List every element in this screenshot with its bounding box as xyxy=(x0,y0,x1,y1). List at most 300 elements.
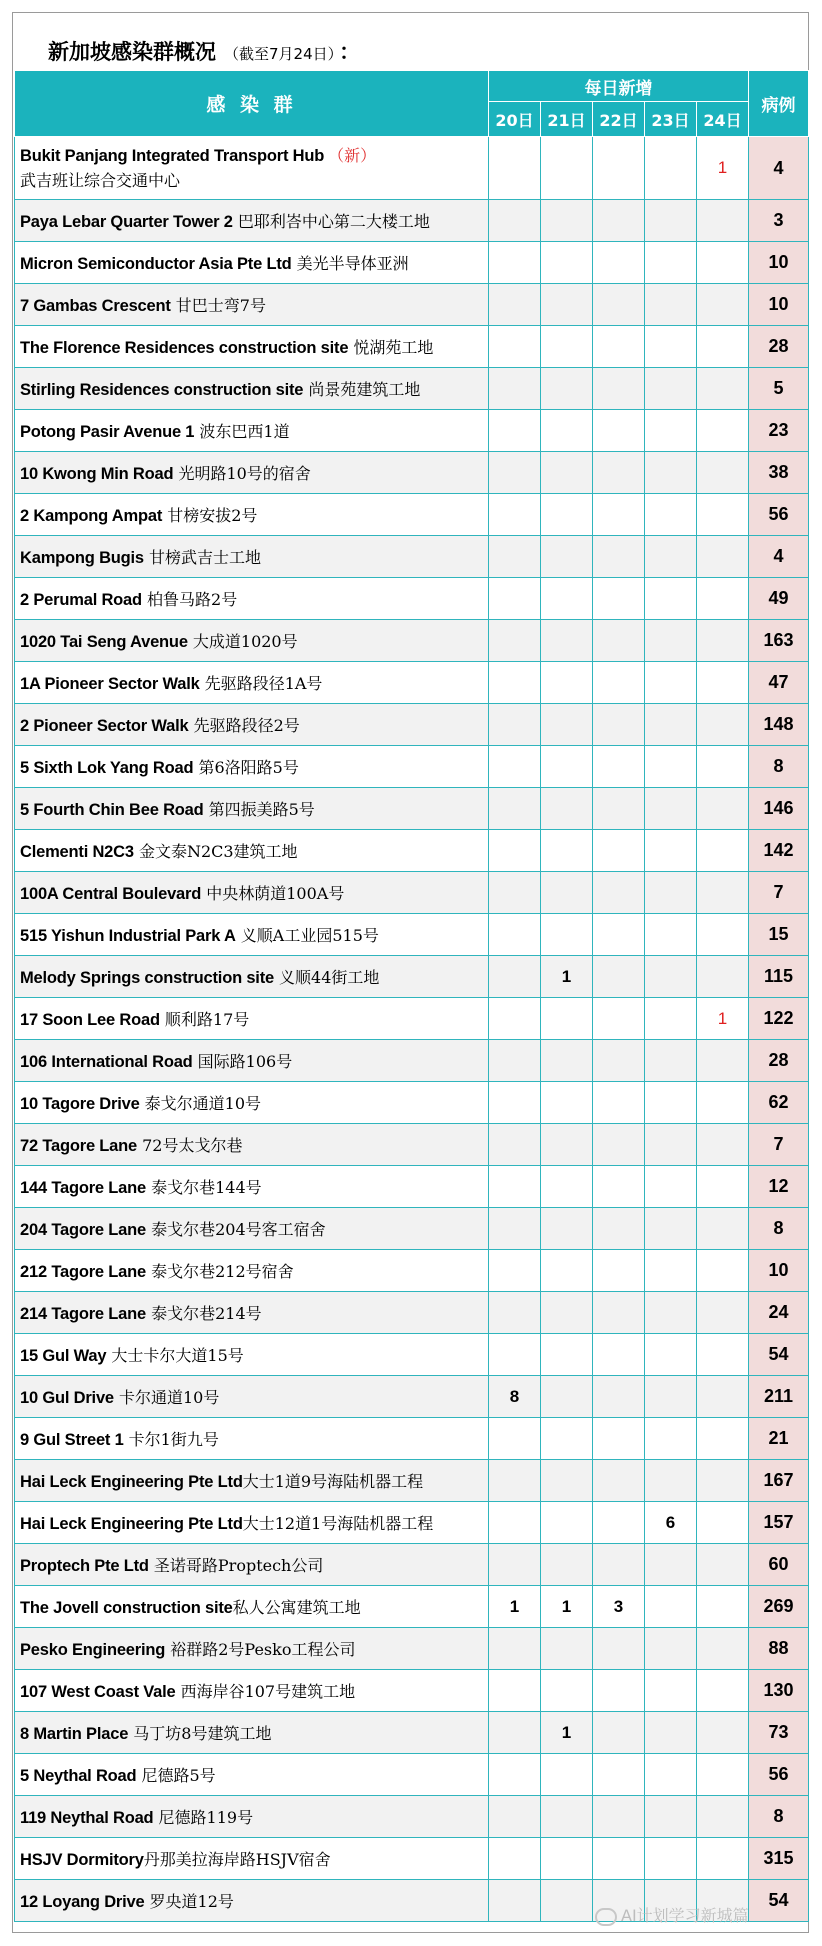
daily-new-cell-20 xyxy=(489,788,541,830)
cluster-name-en: 144 Tagore Lane xyxy=(20,1179,146,1197)
watermark-text: AI计划学习新城篇 xyxy=(621,1906,749,1925)
daily-new-cell-21 xyxy=(541,578,593,620)
table-row xyxy=(15,410,809,452)
cluster-name-zh: 甘巴士弯7号 xyxy=(170,296,266,315)
daily-new-cell-23 xyxy=(645,1082,697,1124)
daily-new-cell-22 xyxy=(593,200,645,242)
cluster-name-en: Melody Springs construction site xyxy=(20,969,274,987)
daily-new-cell-24 xyxy=(697,1502,749,1544)
daily-new-cell-20 xyxy=(489,1040,541,1082)
cluster-name-zh: 武吉班让综合交通中心 xyxy=(20,171,181,190)
daily-new-cell-20 xyxy=(489,620,541,662)
total-cases-cell: 10 xyxy=(749,242,809,284)
daily-new-cell-22 xyxy=(593,746,645,788)
cluster-name-zh: 波东巴西1道 xyxy=(194,422,290,441)
total-cases-cell: 88 xyxy=(749,1628,809,1670)
table-row xyxy=(15,1292,809,1334)
daily-new-cell-22 xyxy=(593,137,645,200)
daily-new-cell-22: 3 xyxy=(593,1586,645,1628)
header-day-20: 20日 xyxy=(489,102,541,137)
daily-new-cell-23 xyxy=(645,1208,697,1250)
daily-new-cell-22 xyxy=(593,578,645,620)
total-cases-cell: 49 xyxy=(749,578,809,620)
cluster-name-zh: 泰戈尔巷212号宿舍 xyxy=(146,1262,294,1281)
watermark xyxy=(595,1905,749,1927)
daily-new-cell-22 xyxy=(593,1544,645,1586)
daily-new-cell-24 xyxy=(697,1460,749,1502)
daily-new-cell-21 xyxy=(541,1250,593,1292)
daily-new-cell-24 xyxy=(697,914,749,956)
daily-new-cell-20 xyxy=(489,536,541,578)
daily-new-cell-21 xyxy=(541,326,593,368)
total-cases-cell: 315 xyxy=(749,1838,809,1880)
daily-new-cell-22 xyxy=(593,704,645,746)
table-row xyxy=(15,452,809,494)
table-row xyxy=(15,1334,809,1376)
cluster-name-en: 212 Tagore Lane xyxy=(20,1263,146,1281)
table-row xyxy=(15,1796,809,1838)
cluster-name-cell xyxy=(15,914,489,956)
cluster-name-cell xyxy=(15,1628,489,1670)
daily-new-cell-21 xyxy=(541,872,593,914)
daily-new-cell-21 xyxy=(541,1754,593,1796)
daily-new-cell-24 xyxy=(697,1670,749,1712)
table-row xyxy=(15,368,809,410)
daily-new-cell-24 xyxy=(697,326,749,368)
cluster-name-zh: 大士12道1号海陆机器工程 xyxy=(242,1514,434,1533)
header-day-24: 24日 xyxy=(697,102,749,137)
daily-new-cell-20 xyxy=(489,137,541,200)
cluster-name-cell xyxy=(15,1166,489,1208)
cluster-name-en: Paya Lebar Quarter Tower 2 xyxy=(20,213,233,231)
daily-new-cell-21 xyxy=(541,1082,593,1124)
daily-new-cell-22 xyxy=(593,872,645,914)
daily-new-cell-20 xyxy=(489,1166,541,1208)
table-row xyxy=(15,578,809,620)
cluster-name-cell xyxy=(15,620,489,662)
daily-new-cell-22 xyxy=(593,1796,645,1838)
daily-new-cell-23 xyxy=(645,1334,697,1376)
daily-new-cell-24 xyxy=(697,536,749,578)
daily-new-cell-24: 1 xyxy=(697,137,749,200)
total-cases-cell: 157 xyxy=(749,1502,809,1544)
daily-new-cell-21 xyxy=(541,1040,593,1082)
cluster-name-cell xyxy=(15,1754,489,1796)
daily-new-cell-20 xyxy=(489,956,541,998)
table-row xyxy=(15,704,809,746)
total-cases-cell: 122 xyxy=(749,998,809,1040)
table-row xyxy=(15,914,809,956)
header-cluster: 感 染 群 xyxy=(15,71,489,137)
cluster-name-zh: 卡尔通道10号 xyxy=(113,1388,220,1407)
daily-new-cell-20 xyxy=(489,284,541,326)
cluster-name-en: 1A Pioneer Sector Walk xyxy=(20,675,200,693)
daily-new-cell-24 xyxy=(697,284,749,326)
daily-new-cell-21 xyxy=(541,620,593,662)
daily-new-cell-23 xyxy=(645,662,697,704)
total-cases-cell: 38 xyxy=(749,452,809,494)
daily-new-cell-21 xyxy=(541,1376,593,1418)
total-cases-cell: 4 xyxy=(749,137,809,200)
daily-new-cell-20 xyxy=(489,1292,541,1334)
daily-new-cell-23 xyxy=(645,788,697,830)
cluster-name-en: 515 Yishun Industrial Park A xyxy=(20,927,236,945)
daily-new-cell-21 xyxy=(541,788,593,830)
daily-new-cell-21 xyxy=(541,1334,593,1376)
cluster-name-zh: 尼德路119号 xyxy=(153,1808,254,1827)
cluster-name-cell xyxy=(15,1418,489,1460)
daily-new-cell-24: 1 xyxy=(697,998,749,1040)
cluster-name-zh: 先驱路段径2号 xyxy=(188,716,300,735)
daily-new-cell-23: 6 xyxy=(645,1502,697,1544)
daily-new-cell-23 xyxy=(645,326,697,368)
cluster-name-en: Bukit Panjang Integrated Transport Hub xyxy=(20,147,325,165)
daily-new-cell-21 xyxy=(541,452,593,494)
cluster-name-cell xyxy=(15,368,489,410)
cluster-name-en: 17 Soon Lee Road xyxy=(20,1011,160,1029)
daily-new-cell-23 xyxy=(645,1838,697,1880)
cluster-name-zh: 先驱路段径1A号 xyxy=(199,674,323,693)
cluster-name-en: 10 Kwong Min Road xyxy=(20,465,174,483)
daily-new-cell-23 xyxy=(645,200,697,242)
cluster-name-zh: 巴耶利峇中心第二大楼工地 xyxy=(232,212,430,231)
cluster-name-cell xyxy=(15,872,489,914)
table-row xyxy=(15,1418,809,1460)
cluster-name-zh: 泰戈尔巷204号客工宿舍 xyxy=(146,1220,326,1239)
daily-new-cell-22 xyxy=(593,1250,645,1292)
daily-new-cell-20 xyxy=(489,1334,541,1376)
cluster-name-cell xyxy=(15,1124,489,1166)
total-cases-cell: 10 xyxy=(749,1250,809,1292)
daily-new-cell-22 xyxy=(593,536,645,578)
daily-new-cell-23 xyxy=(645,368,697,410)
daily-new-cell-20 xyxy=(489,452,541,494)
cluster-name-cell xyxy=(15,1250,489,1292)
cluster-name-zh: 私人公寓建筑工地 xyxy=(232,1598,361,1617)
daily-new-cell-24 xyxy=(697,1124,749,1166)
cluster-name-en: Proptech Pte Ltd xyxy=(20,1557,149,1575)
cluster-name-cell xyxy=(15,536,489,578)
daily-new-cell-20 xyxy=(489,746,541,788)
total-cases-cell: 28 xyxy=(749,326,809,368)
cluster-name-cell xyxy=(15,137,489,200)
total-cases-cell: 5 xyxy=(749,368,809,410)
daily-new-cell-22 xyxy=(593,368,645,410)
daily-new-cell-24 xyxy=(697,746,749,788)
daily-new-cell-20 xyxy=(489,1754,541,1796)
daily-new-cell-22 xyxy=(593,1082,645,1124)
cluster-name-en: Hai Leck Engineering Pte Ltd xyxy=(20,1473,243,1491)
total-cases-cell: 54 xyxy=(749,1334,809,1376)
total-cases-cell: 10 xyxy=(749,284,809,326)
daily-new-cell-23 xyxy=(645,620,697,662)
cluster-name-en: Kampong Bugis xyxy=(20,549,144,567)
daily-new-cell-24 xyxy=(697,1334,749,1376)
cluster-name-cell xyxy=(15,494,489,536)
daily-new-cell-20 xyxy=(489,326,541,368)
total-cases-cell: 148 xyxy=(749,704,809,746)
cluster-name-zh: 大士卡尔大道15号 xyxy=(106,1346,244,1365)
cluster-name-cell xyxy=(15,1796,489,1838)
cluster-name-zh: 裕群路2号Pesko工程公司 xyxy=(165,1640,356,1659)
daily-new-cell-24 xyxy=(697,1250,749,1292)
daily-new-cell-24 xyxy=(697,242,749,284)
daily-new-cell-23 xyxy=(645,1292,697,1334)
daily-new-cell-24 xyxy=(697,1838,749,1880)
daily-new-cell-21 xyxy=(541,830,593,872)
cluster-name-en: Clementi N2C3 xyxy=(20,843,134,861)
total-cases-cell: 163 xyxy=(749,620,809,662)
daily-new-cell-22 xyxy=(593,830,645,872)
table-row xyxy=(15,1124,809,1166)
cluster-name-zh: 大成道1020号 xyxy=(187,632,298,651)
daily-new-cell-23 xyxy=(645,1418,697,1460)
cluster-name-en: Hai Leck Engineering Pte Ltd xyxy=(20,1515,243,1533)
cluster-name-en: 100A Central Boulevard xyxy=(20,885,202,903)
daily-new-cell-20 xyxy=(489,1670,541,1712)
daily-new-cell-24 xyxy=(697,620,749,662)
daily-new-cell-22 xyxy=(593,494,645,536)
daily-new-cell-24 xyxy=(697,1796,749,1838)
cluster-name-en: Potong Pasir Avenue 1 xyxy=(20,423,195,441)
daily-new-cell-21 xyxy=(541,494,593,536)
cluster-name-cell xyxy=(15,1502,489,1544)
daily-new-cell-24 xyxy=(697,1418,749,1460)
daily-new-cell-21 xyxy=(541,662,593,704)
cluster-name-zh: 马丁坊8号建筑工地 xyxy=(128,1724,272,1743)
cluster-name-en: 214 Tagore Lane xyxy=(20,1305,146,1323)
daily-new-cell-20 xyxy=(489,494,541,536)
daily-new-cell-22 xyxy=(593,1502,645,1544)
cluster-name-en: The Jovell construction site xyxy=(20,1599,233,1617)
title-colon: ： xyxy=(339,40,361,64)
daily-new-cell-21 xyxy=(541,1544,593,1586)
daily-new-cell-21 xyxy=(541,1418,593,1460)
daily-new-cell-23 xyxy=(645,1712,697,1754)
table-row xyxy=(15,662,809,704)
daily-new-cell-23 xyxy=(645,1586,697,1628)
cluster-name-zh: 泰戈尔巷214号 xyxy=(146,1304,262,1323)
daily-new-cell-22 xyxy=(593,1838,645,1880)
daily-new-cell-23 xyxy=(645,494,697,536)
daily-new-cell-22 xyxy=(593,1628,645,1670)
cluster-name-cell xyxy=(15,1292,489,1334)
cluster-name-zh: 光明路10号的宿舍 xyxy=(173,464,311,483)
total-cases-cell: 73 xyxy=(749,1712,809,1754)
total-cases-cell: 146 xyxy=(749,788,809,830)
total-cases-cell: 62 xyxy=(749,1082,809,1124)
table-row xyxy=(15,1166,809,1208)
cluster-name-en: 15 Gul Way xyxy=(20,1347,107,1365)
daily-new-cell-23 xyxy=(645,1250,697,1292)
daily-new-cell-24 xyxy=(697,452,749,494)
daily-new-cell-21 xyxy=(541,1124,593,1166)
cluster-name-cell xyxy=(15,1082,489,1124)
table-row xyxy=(15,872,809,914)
daily-new-cell-23 xyxy=(645,872,697,914)
daily-new-cell-22 xyxy=(593,956,645,998)
daily-new-cell-23 xyxy=(645,746,697,788)
daily-new-cell-20 xyxy=(489,998,541,1040)
header-day-23: 23日 xyxy=(645,102,697,137)
total-cases-cell: 28 xyxy=(749,1040,809,1082)
cluster-name-en: 2 Pioneer Sector Walk xyxy=(20,717,189,735)
daily-new-cell-24 xyxy=(697,872,749,914)
daily-new-cell-23 xyxy=(645,1628,697,1670)
cluster-name-cell xyxy=(15,1460,489,1502)
daily-new-cell-20 xyxy=(489,1460,541,1502)
daily-new-cell-23 xyxy=(645,1376,697,1418)
wechat-icon xyxy=(595,1908,617,1926)
daily-new-cell-20 xyxy=(489,1082,541,1124)
cluster-name-en: 72 Tagore Lane xyxy=(20,1137,138,1155)
total-cases-cell: 3 xyxy=(749,200,809,242)
cluster-name-cell xyxy=(15,1040,489,1082)
daily-new-cell-22 xyxy=(593,326,645,368)
table-row xyxy=(15,1544,809,1586)
daily-new-cell-20 xyxy=(489,1628,541,1670)
daily-new-cell-21 xyxy=(541,284,593,326)
daily-new-cell-21 xyxy=(541,137,593,200)
daily-new-cell-22 xyxy=(593,242,645,284)
daily-new-cell-23 xyxy=(645,452,697,494)
cluster-name-zh: 顺利路17号 xyxy=(159,1010,250,1029)
cluster-name-zh: 金文泰N2C3建筑工地 xyxy=(133,842,298,861)
total-cases-cell: 24 xyxy=(749,1292,809,1334)
header-day-22: 22日 xyxy=(593,102,645,137)
daily-new-cell-21 xyxy=(541,998,593,1040)
total-cases-cell: 56 xyxy=(749,494,809,536)
daily-new-cell-20: 8 xyxy=(489,1376,541,1418)
daily-new-cell-21 xyxy=(541,242,593,284)
cluster-name-en: The Florence Residences construction site xyxy=(20,339,349,357)
daily-new-cell-23 xyxy=(645,1544,697,1586)
cluster-name-en: 5 Neythal Road xyxy=(20,1767,137,1785)
cluster-name-en: 119 Neythal Road xyxy=(20,1809,154,1827)
cluster-name-en: 7 Gambas Crescent xyxy=(20,297,171,315)
cluster-name-en: 2 Perumal Road xyxy=(20,591,142,609)
cluster-name-cell xyxy=(15,830,489,872)
cluster-name-en: 10 Tagore Drive xyxy=(20,1095,140,1113)
cluster-name-en: 106 International Road xyxy=(20,1053,193,1071)
daily-new-cell-21 xyxy=(541,536,593,578)
daily-new-cell-24 xyxy=(697,200,749,242)
daily-new-cell-24 xyxy=(697,1544,749,1586)
cluster-name-zh: 国际路106号 xyxy=(192,1052,293,1071)
cluster-name-zh: 第四振美路5号 xyxy=(203,800,315,819)
total-cases-cell: 142 xyxy=(749,830,809,872)
daily-new-cell-22 xyxy=(593,284,645,326)
daily-new-cell-21 xyxy=(541,1796,593,1838)
header-daily-new: 每日新增 xyxy=(489,71,749,102)
daily-new-cell-20 xyxy=(489,410,541,452)
cluster-name-zh: 中央林荫道100A号 xyxy=(201,884,345,903)
daily-new-cell-22 xyxy=(593,1418,645,1460)
cluster-name-cell xyxy=(15,704,489,746)
daily-new-cell-22 xyxy=(593,1712,645,1754)
cluster-name-zh: 丹那美拉海岸路HSJV宿舍 xyxy=(143,1850,331,1869)
total-cases-cell: 7 xyxy=(749,1124,809,1166)
daily-new-cell-22 xyxy=(593,1334,645,1376)
daily-new-cell-20 xyxy=(489,1208,541,1250)
daily-new-cell-22 xyxy=(593,1208,645,1250)
daily-new-cell-21 xyxy=(541,704,593,746)
cluster-name-en: 9 Gul Street 1 xyxy=(20,1431,124,1449)
cluster-name-cell xyxy=(15,1376,489,1418)
table-row xyxy=(15,746,809,788)
cluster-name-en: Stirling Residences construction site xyxy=(20,381,304,399)
daily-new-cell-22 xyxy=(593,1670,645,1712)
daily-new-cell-23 xyxy=(645,704,697,746)
table-row xyxy=(15,830,809,872)
daily-new-cell-20 xyxy=(489,1250,541,1292)
table-row xyxy=(15,536,809,578)
table-row xyxy=(15,284,809,326)
total-cases-cell: 8 xyxy=(749,1208,809,1250)
daily-new-cell-23 xyxy=(645,914,697,956)
table-row xyxy=(15,1712,809,1754)
daily-new-cell-23 xyxy=(645,137,697,200)
cluster-name-en: 10 Gul Drive xyxy=(20,1389,114,1407)
daily-new-cell-24 xyxy=(697,830,749,872)
daily-new-cell-24 xyxy=(697,1166,749,1208)
total-cases-cell: 60 xyxy=(749,1544,809,1586)
total-cases-cell: 54 xyxy=(749,1880,809,1922)
daily-new-cell-24 xyxy=(697,1586,749,1628)
cluster-name-en: 1020 Tai Seng Avenue xyxy=(20,633,188,651)
cluster-name-cell xyxy=(15,452,489,494)
cluster-name-zh: 义顺A工业园515号 xyxy=(235,926,379,945)
daily-new-cell-20 xyxy=(489,1418,541,1460)
table-row xyxy=(15,1460,809,1502)
total-cases-cell: 269 xyxy=(749,1586,809,1628)
daily-new-cell-24 xyxy=(697,368,749,410)
daily-new-cell-22 xyxy=(593,662,645,704)
daily-new-cell-23 xyxy=(645,1166,697,1208)
daily-new-cell-21 xyxy=(541,1628,593,1670)
cluster-name-cell xyxy=(15,662,489,704)
daily-new-cell-21 xyxy=(541,1670,593,1712)
daily-new-cell-20 xyxy=(489,1712,541,1754)
daily-new-cell-22 xyxy=(593,1124,645,1166)
daily-new-cell-20 xyxy=(489,1502,541,1544)
daily-new-cell-24 xyxy=(697,578,749,620)
daily-new-cell-23 xyxy=(645,578,697,620)
cluster-name-zh: 柏鲁马路2号 xyxy=(141,590,238,609)
cluster-name-zh: 罗央道12号 xyxy=(144,1892,234,1911)
table-row xyxy=(15,326,809,368)
cluster-name-en: 107 West Coast Vale xyxy=(20,1683,176,1701)
cluster-name-cell xyxy=(15,284,489,326)
daily-new-cell-24 xyxy=(697,1376,749,1418)
total-cases-cell: 8 xyxy=(749,746,809,788)
daily-new-cell-21: 1 xyxy=(541,1586,593,1628)
cluster-name-cell xyxy=(15,998,489,1040)
daily-new-cell-22 xyxy=(593,1376,645,1418)
daily-new-cell-20 xyxy=(489,662,541,704)
cluster-name-en: Micron Semiconductor Asia Pte Ltd xyxy=(20,255,292,273)
daily-new-cell-24 xyxy=(697,494,749,536)
cluster-name-cell xyxy=(15,242,489,284)
daily-new-cell-23 xyxy=(645,1460,697,1502)
total-cases-cell: 23 xyxy=(749,410,809,452)
new-tag: （新） xyxy=(328,146,377,165)
daily-new-cell-24 xyxy=(697,788,749,830)
cluster-name-cell xyxy=(15,326,489,368)
table-row xyxy=(15,1376,809,1418)
daily-new-cell-22 xyxy=(593,914,645,956)
total-cases-cell: 167 xyxy=(749,1460,809,1502)
